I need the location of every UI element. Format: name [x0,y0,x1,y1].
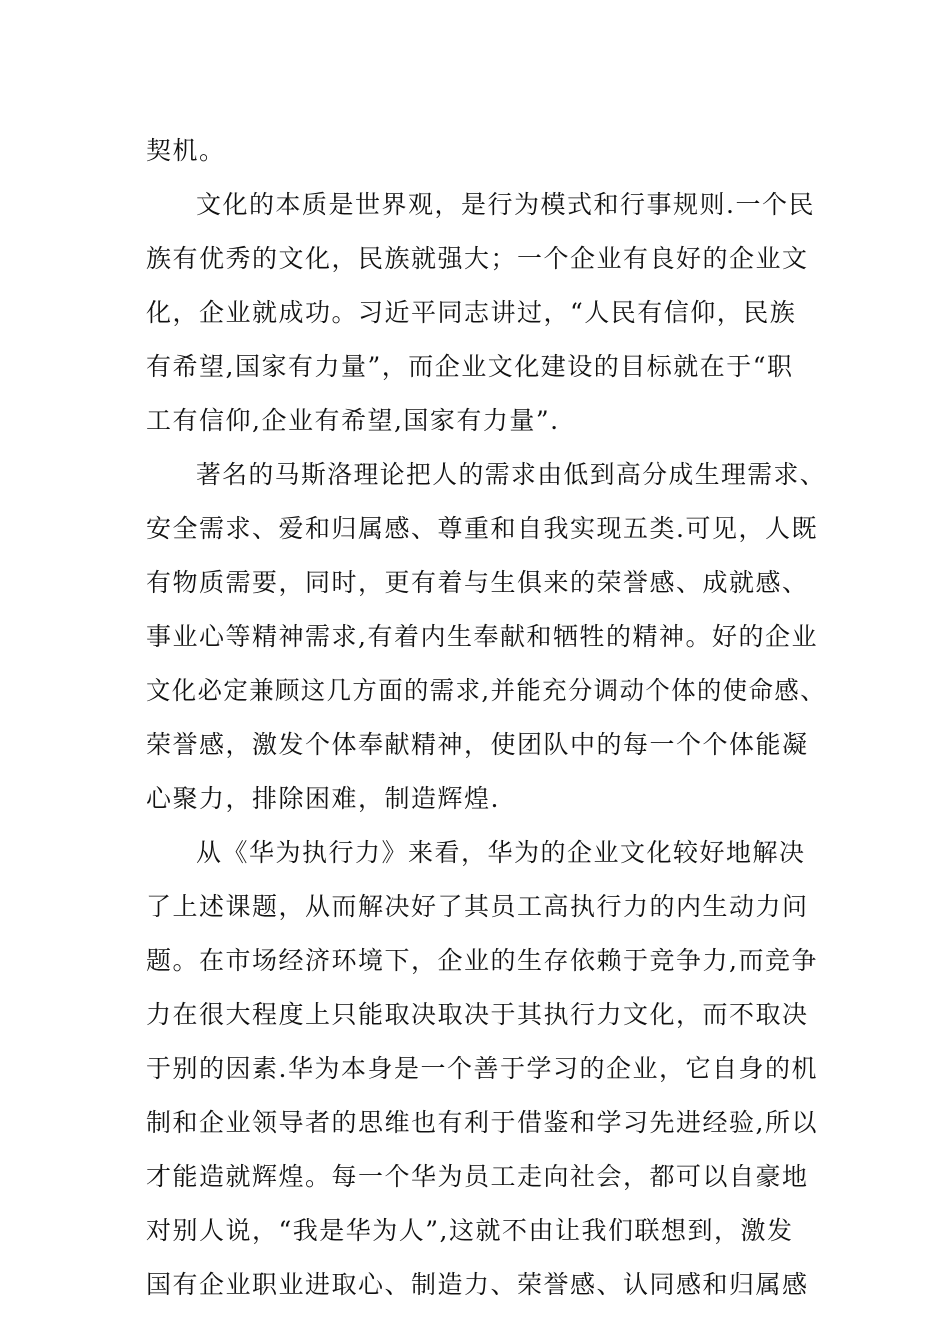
text-line: 荣誉感，激发个体奉献精神，使团队中的每一个个体能凝 [146,730,809,759]
text-line: 事业心等精神需求,有着内生奉献和牺牲的精神。好的企业 [146,622,818,651]
paragraph-first-line: 文化的本质是世界观，是行为模式和行事规则.一个民 [196,190,815,219]
text-line: 于别的因素.华为本身是一个善于学习的企业，它自身的机 [146,1054,818,1083]
paragraph-first-line: 著名的马斯洛理论把人的需求由低到高分成生理需求、 [196,460,826,489]
paragraph-first-line: 从《华为执行力》来看，华为的企业文化较好地解决 [196,838,806,867]
text-line: 有物质需要，同时，更有着与生俱来的荣誉感、成就感、 [146,568,809,597]
text-line: 安全需求、爱和归属感、尊重和自我实现五类.可见，人既 [146,514,818,543]
text-line: 制和企业领导者的思维也有利于借鉴和学习先进经验,所以 [146,1108,818,1137]
text-line: 族有优秀的文化，民族就强大；一个企业有良好的企业文 [146,244,809,273]
text-line: 心聚力，排除困难，制造辉煌. [146,784,500,813]
text-line: 化，企业就成功。习近平同志讲过，“人民有信仰，民族 [146,298,797,327]
text-line: 工有信仰,企业有希望,国家有力量”. [146,406,560,435]
text-line: 才能造就辉煌。每一个华为员工走向社会，都可以自豪地 [146,1162,809,1191]
text-line: 国有企业职业进取心、制造力、荣誉感、认同感和归属感 [146,1270,809,1299]
text-line: 契机。 [146,136,226,165]
text-line: 了上述课题，从而解决好了其员工高执行力的内生动力问 [146,892,809,921]
text-line: 文化必定兼顾这几方面的需求,并能充分调动个体的使命感、 [146,676,826,705]
text-line: 有希望,国家有力量”，而企业文化建设的目标就在于“职 [146,352,794,381]
text-line: 对别人说，“我是华为人”,这就不由让我们联想到，激发 [146,1216,794,1245]
body-text [146,124,826,1312]
text-line: 力在很大程度上只能取决取决于其执行力文化，而不取决 [146,1000,809,1029]
text-line: 题。在市场经济环境下，企业的生存依赖于竞争力,而竞争 [146,946,818,975]
